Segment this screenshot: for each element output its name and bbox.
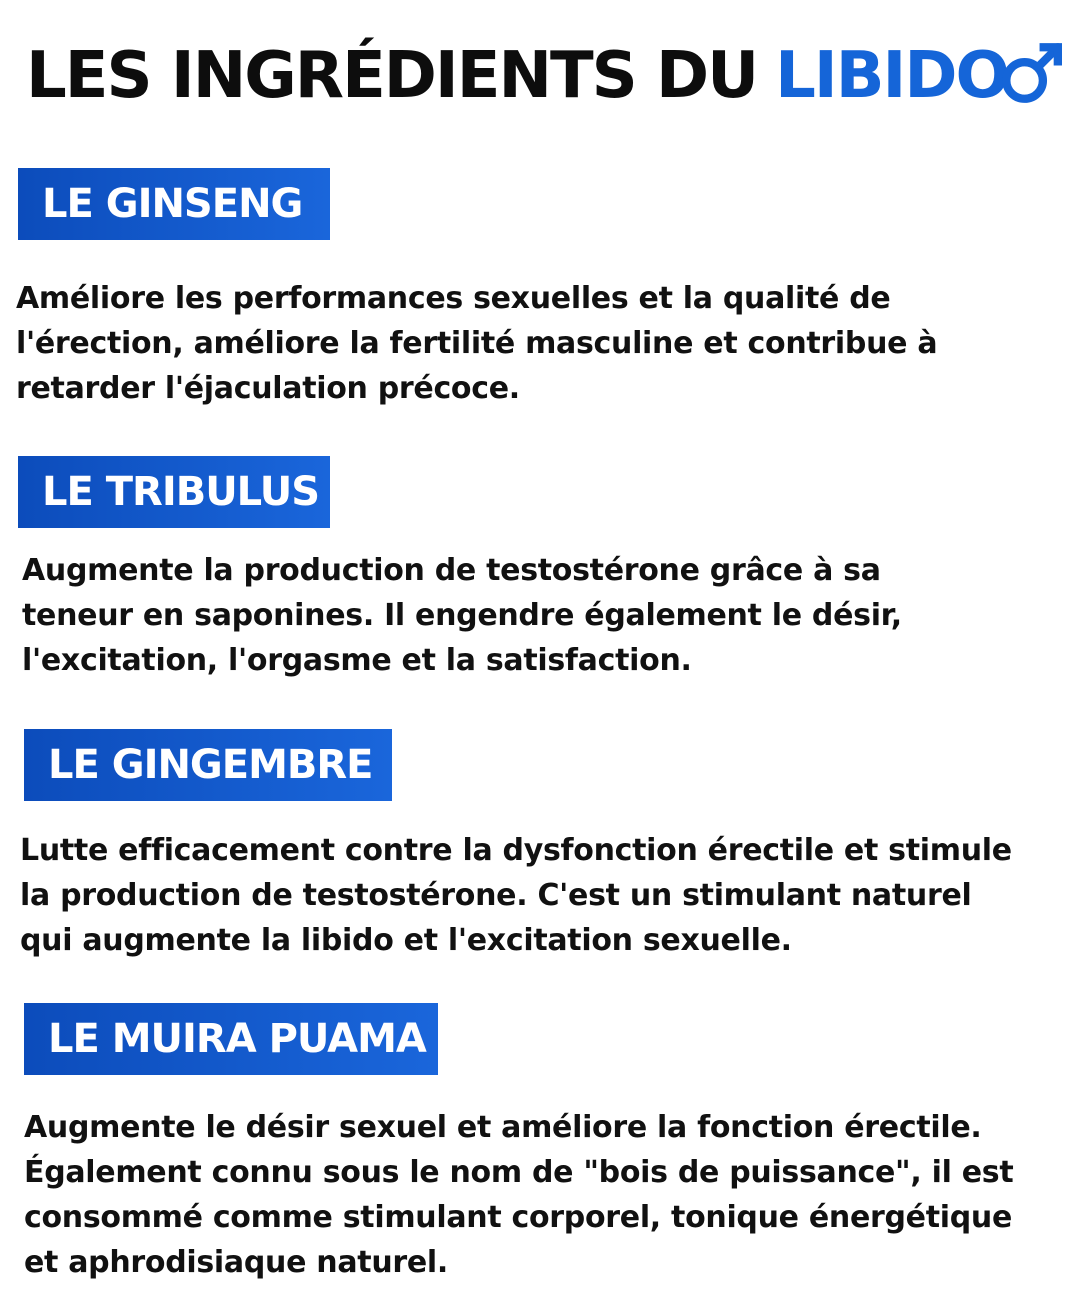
ingredient-tag xyxy=(18,168,330,240)
ingredient-name: LE MUIRA PUAMA xyxy=(48,1016,426,1062)
description-line: consommé comme stimulant corporel, tonique énergétique xyxy=(24,1200,1013,1235)
description-line: l'érection, améliore la fertilité masculine et contribue à xyxy=(16,326,938,361)
ingredient-description xyxy=(16,276,937,411)
description-line: Augmente la production de testostérone grâce à sa xyxy=(22,553,881,588)
page-title xyxy=(26,30,1066,122)
male-symbol-icon xyxy=(998,32,1066,114)
description-line: retarder l'éjaculation précoce. xyxy=(16,371,520,406)
description-line: Améliore les performances sexuelles et la qualité de xyxy=(16,281,891,316)
title-text: LES INGRÉDIENTS DU xyxy=(26,39,758,113)
ingredient-tag xyxy=(24,729,392,801)
description-line: Augmente le désir sexuel et améliore la fonction érectile. xyxy=(24,1110,982,1145)
brand-name: LIBIDO xyxy=(775,39,1008,113)
description-line: qui augmente la libido et l'excitation sexuelle. xyxy=(20,923,792,958)
ingredient-tag xyxy=(18,456,330,528)
ingredient-name: LE TRIBULUS xyxy=(42,469,320,515)
description-line: et aphrodisiaque naturel. xyxy=(24,1245,448,1280)
description-line: l'excitation, l'orgasme et la satisfaction. xyxy=(22,643,692,678)
ingredient-description xyxy=(20,828,1012,963)
description-line: la production de testostérone. C'est un stimulant naturel xyxy=(20,878,972,913)
description-line: Lutte efficacement contre la dysfonction érectile et stimule xyxy=(20,833,1012,868)
ingredient-name: LE GINSENG xyxy=(42,181,303,227)
ingredient-description xyxy=(24,1105,1013,1285)
description-line: Également connu sous le nom de "bois de puissance", il est xyxy=(24,1155,1014,1190)
ingredient-name: LE GINGEMBRE xyxy=(48,742,373,788)
ingredient-description xyxy=(22,548,902,683)
ingredient-tag xyxy=(24,1003,438,1075)
description-line: teneur en saponines. Il engendre également le désir, xyxy=(22,598,902,633)
